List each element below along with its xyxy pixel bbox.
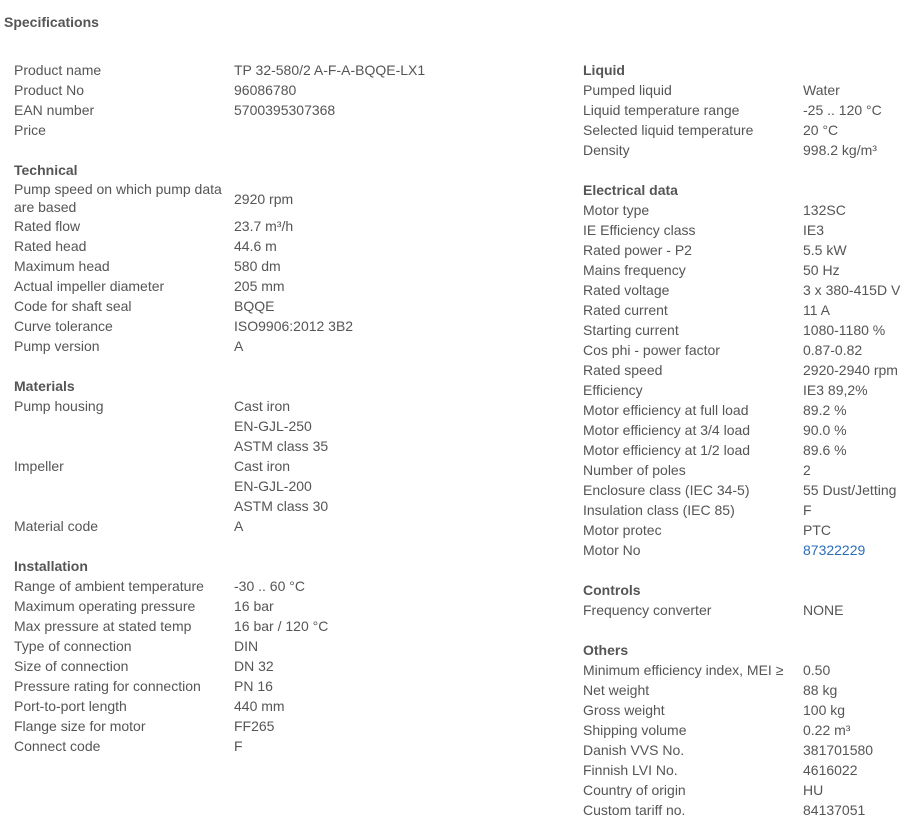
spec-row-liquid-temperature-range <box>583 100 908 120</box>
spec-label: Pump speed on which pump data are based <box>14 181 222 215</box>
spec-values <box>234 396 328 456</box>
spec-value: 23.7 m³/h <box>234 218 294 234</box>
spec-row-pumped-liquid <box>583 80 908 100</box>
spec-values <box>234 180 293 216</box>
spec-row-motor-efficiency-at-1-2-load <box>583 440 908 460</box>
spec-values <box>234 636 258 656</box>
spec-value: 1080-1180 % <box>803 322 886 338</box>
spec-row-connect-code <box>14 736 559 756</box>
spec-values <box>803 440 847 460</box>
spec-values <box>234 736 243 756</box>
spec-row-rated-speed <box>583 360 908 380</box>
spec-values <box>234 516 243 536</box>
section-others <box>583 640 908 820</box>
spec-row-motor-efficiency-at-3-4-load <box>583 420 908 440</box>
spec-value: -25 .. 120 °C <box>803 102 882 118</box>
page-title: Specifications <box>4 14 99 30</box>
spec-value: 50 Hz <box>803 262 840 278</box>
spec-values <box>234 256 281 276</box>
spec-values <box>803 240 847 260</box>
spec-values <box>803 80 840 100</box>
spec-label: IE Efficiency class <box>583 222 696 238</box>
spec-value: 2920 rpm <box>234 191 294 207</box>
spec-label: Impeller <box>14 458 64 474</box>
spec-row-country-of-origin <box>583 780 908 800</box>
spec-label: Number of poles <box>583 462 686 478</box>
spec-value: Cast iron <box>234 398 291 414</box>
spec-label: Rated voltage <box>583 282 670 298</box>
spec-label: Starting current <box>583 322 679 338</box>
spec-values <box>803 660 830 680</box>
spec-row-efficiency <box>583 380 908 400</box>
spec-label: Motor efficiency at full load <box>583 402 749 418</box>
spec-row-port-to-port-length <box>14 696 559 716</box>
spec-row-shipping-volume <box>583 720 908 740</box>
spec-row-minimum-efficiency-index-mei <box>583 660 908 680</box>
spec-values <box>803 300 830 320</box>
spec-row-mains-frequency <box>583 260 908 280</box>
spec-value: A <box>234 338 244 354</box>
spec-label: Minimum efficiency index, MEI ≥ <box>583 662 784 678</box>
spec-values <box>803 400 847 420</box>
spec-label: Range of ambient temperature <box>14 578 204 594</box>
spec-value: PTC <box>803 522 831 538</box>
spec-values <box>234 216 293 236</box>
spec-values <box>234 316 353 336</box>
spec-row-range-of-ambient-temperature <box>14 576 559 596</box>
spec-row-motor-efficiency-at-full-load <box>583 400 908 420</box>
spec-value: 89.6 % <box>803 442 847 458</box>
section-electrical-data <box>583 180 908 560</box>
spec-label: Flange size for motor <box>14 718 146 734</box>
spec-label: Pressure rating for connection <box>14 678 201 694</box>
spec-row-starting-current <box>583 320 908 340</box>
spec-label: Danish VVS No. <box>583 742 685 758</box>
spec-label: Shipping volume <box>583 722 687 738</box>
spec-values <box>803 360 898 380</box>
spec-value: F <box>803 502 812 518</box>
spec-label: Finnish LVI No. <box>583 762 678 778</box>
spec-row-ie-efficiency-class <box>583 220 908 240</box>
spec-value: 44.6 m <box>234 238 277 254</box>
spec-label: Rated current <box>583 302 668 318</box>
spec-value: DN 32 <box>234 658 274 674</box>
spec-value: Water <box>803 82 840 98</box>
spec-label: Maximum head <box>14 258 110 274</box>
spec-label: Density <box>583 142 630 158</box>
spec-label: Motor type <box>583 202 650 218</box>
spec-value: 0.50 <box>803 662 831 678</box>
spec-values <box>803 380 868 400</box>
spec-values <box>803 800 865 820</box>
section-controls <box>583 580 908 620</box>
spec-value: 5.5 kW <box>803 242 847 258</box>
spec-value: 0.22 m³ <box>803 722 851 738</box>
section-title: Others <box>583 642 629 658</box>
spec-label: Port-to-port length <box>14 698 127 714</box>
spec-row-rated-current <box>583 300 908 320</box>
spec-value: 2920-2940 rpm <box>803 362 898 378</box>
spec-row-finnish-lvi-no <box>583 760 908 780</box>
spec-row-pump-housing <box>14 396 559 456</box>
spec-row-insulation-class-iec-85 <box>583 500 908 520</box>
spec-label: Country of origin <box>583 782 686 798</box>
spec-row-pump-speed-on-which-pump-data-are-based <box>14 180 559 216</box>
spec-row-custom-tariff-no <box>583 800 908 820</box>
spec-row-motor-type <box>583 200 908 220</box>
spec-value: 440 mm <box>234 698 285 714</box>
spec-value: TP 32-580/2 A-F-A-BQQE-LX1 <box>234 62 426 78</box>
spec-row-code-for-shaft-seal <box>14 296 559 316</box>
section-title: Electrical data <box>583 182 678 198</box>
section-title: Technical <box>14 162 78 178</box>
spec-row-cos-phi-power-factor <box>583 340 908 360</box>
spec-label: Liquid temperature range <box>583 102 740 118</box>
spec-row-rated-power-p2 <box>583 240 908 260</box>
spec-values <box>803 280 900 300</box>
spec-row-ean-number <box>14 100 559 120</box>
spec-row-selected-liquid-temperature <box>583 120 908 140</box>
spec-label: Max pressure at stated temp <box>14 618 192 634</box>
spec-values <box>803 420 847 440</box>
spec-label: Pump housing <box>14 398 104 414</box>
spec-label: EAN number <box>14 102 95 118</box>
spec-values <box>234 60 425 80</box>
section-installation <box>14 556 559 756</box>
spec-value: 16 bar <box>234 598 274 614</box>
spec-row-rated-head <box>14 236 559 256</box>
spec-label: Motor efficiency at 1/2 load <box>583 442 751 458</box>
spec-values <box>234 296 274 316</box>
spec-row-net-weight <box>583 680 908 700</box>
spec-values <box>803 700 845 720</box>
spec-value: 3 x 380-415D V <box>803 282 901 298</box>
spec-row-type-of-connection <box>14 636 559 656</box>
spec-row-flange-size-for-motor <box>14 716 559 736</box>
spec-value: 4616022 <box>803 762 858 778</box>
spec-values <box>234 456 328 516</box>
spec-value: PN 16 <box>234 678 273 694</box>
spec-value: IE3 89,2% <box>803 382 868 398</box>
spec-values <box>234 596 274 616</box>
spec-row-enclosure-class-iec-34-5 <box>583 480 908 500</box>
section-title: Materials <box>14 378 75 394</box>
spec-value: 88 kg <box>803 682 838 698</box>
spec-values <box>803 480 896 500</box>
spec-value: 5700395307368 <box>234 102 336 118</box>
spec-label: Maximum operating pressure <box>14 598 196 614</box>
spec-row-actual-impeller-diameter <box>14 276 559 296</box>
spec-label: Size of connection <box>14 658 129 674</box>
spec-value: ISO9906:2012 3B2 <box>234 318 354 334</box>
spec-label: Frequency converter <box>583 602 712 618</box>
spec-label: Rated head <box>14 238 87 254</box>
spec-values <box>803 200 846 220</box>
spec-label: Code for shaft seal <box>14 298 132 314</box>
left-column <box>14 60 559 776</box>
spec-row-maximum-head <box>14 256 559 276</box>
spec-row-product-no <box>14 80 559 100</box>
spec-row-size-of-connection <box>14 656 559 676</box>
spec-value: 84137051 <box>803 802 866 818</box>
spec-row-pump-version <box>14 336 559 356</box>
spec-label: Pump version <box>14 338 100 354</box>
spec-values <box>803 740 873 760</box>
spec-value: 580 dm <box>234 258 281 274</box>
spec-value: BQQE <box>234 298 275 314</box>
spec-value: 55 Dust/Jetting <box>803 482 897 498</box>
spec-value: NONE <box>803 602 844 618</box>
spec-label: Rated power - P2 <box>583 242 692 258</box>
spec-label: Cos phi - power factor <box>583 342 720 358</box>
spec-label: Product No <box>14 82 85 98</box>
spec-label: Motor No <box>583 542 641 558</box>
spec-value: 132SC <box>803 202 846 218</box>
spec-value: FF265 <box>234 718 275 734</box>
spec-label: Net weight <box>583 682 650 698</box>
spec-label: Selected liquid temperature <box>583 122 754 138</box>
spec-values <box>234 676 273 696</box>
spec-label: Efficiency <box>583 382 643 398</box>
spec-label: Rated speed <box>583 362 663 378</box>
right-column <box>583 60 908 840</box>
spec-values <box>234 696 285 716</box>
spec-row-rated-flow <box>14 216 559 236</box>
section-general <box>14 60 559 140</box>
spec-values <box>234 80 296 100</box>
spec-value: 2 <box>803 462 811 478</box>
spec-row-max-pressure-at-stated-temp <box>14 616 559 636</box>
spec-value: Cast iron <box>234 458 291 474</box>
section-liquid <box>583 60 908 160</box>
spec-values <box>234 276 285 296</box>
section-title: Controls <box>583 582 641 598</box>
spec-value: 381701580 <box>803 742 874 758</box>
spec-values <box>803 320 885 340</box>
spec-label: Gross weight <box>583 702 665 718</box>
spec-row-frequency-converter <box>583 600 908 620</box>
spec-row-motor-protec <box>583 520 908 540</box>
spec-values <box>803 220 824 240</box>
spec-label: Type of connection <box>14 638 132 654</box>
spec-row-danish-vvs-no <box>583 740 908 760</box>
spec-value: 205 mm <box>234 278 285 294</box>
spec-values <box>803 520 831 540</box>
spec-value: A <box>234 518 244 534</box>
spec-values <box>803 340 862 360</box>
spec-value: 100 kg <box>803 702 846 718</box>
spec-row-rated-voltage <box>583 280 908 300</box>
spec-label: Curve tolerance <box>14 318 113 334</box>
spec-values <box>803 260 840 280</box>
spec-value: F <box>234 738 243 754</box>
spec-label: Custom tariff no. <box>583 802 686 818</box>
spec-values <box>803 100 882 120</box>
spec-value: EN-GJL-200 <box>234 478 312 494</box>
spec-values <box>803 680 837 700</box>
spec-label: Mains frequency <box>583 262 686 278</box>
spec-value: HU <box>803 782 824 798</box>
spec-label: Connect code <box>14 738 101 754</box>
spec-row-motor-no <box>583 540 908 560</box>
spec-row-product-name <box>14 60 559 80</box>
spec-values <box>234 336 243 356</box>
spec-row-curve-tolerance <box>14 316 559 336</box>
spec-row-material-code <box>14 516 559 536</box>
spec-row-maximum-operating-pressure <box>14 596 559 616</box>
spec-values <box>803 500 812 520</box>
section-title: Installation <box>14 558 88 574</box>
spec-values <box>234 236 277 256</box>
spec-row-pressure-rating-for-connection <box>14 676 559 696</box>
spec-values <box>803 120 838 140</box>
spec-value: ASTM class 35 <box>234 438 329 454</box>
spec-values <box>234 100 335 120</box>
spec-label: Actual impeller diameter <box>14 278 165 294</box>
spec-row-number-of-poles <box>583 460 908 480</box>
spec-value: 90.0 % <box>803 422 847 438</box>
spec-values <box>803 600 843 620</box>
spec-label: Enclosure class (IEC 34-5) <box>583 482 750 498</box>
spec-value: 89.2 % <box>803 402 847 418</box>
spec-value: 0.87-0.82 <box>803 342 863 358</box>
spec-value: IE3 <box>803 222 825 238</box>
spec-value: 20 °C <box>803 122 839 138</box>
spec-label: Rated flow <box>14 218 81 234</box>
motor-no-link[interactable]: 87322229 <box>803 542 866 558</box>
spec-label: Product name <box>14 62 102 78</box>
spec-values <box>803 760 858 780</box>
spec-label: Price <box>14 122 46 138</box>
spec-value: -30 .. 60 °C <box>234 578 305 594</box>
spec-row-density <box>583 140 908 160</box>
spec-values <box>234 576 305 596</box>
spec-values <box>803 540 865 560</box>
spec-values <box>803 460 811 480</box>
spec-values <box>234 716 274 736</box>
section-materials <box>14 376 559 536</box>
spec-value: 16 bar / 120 °C <box>234 618 329 634</box>
spec-label: Material code <box>14 518 99 534</box>
spec-values <box>234 656 274 676</box>
spec-values <box>234 616 328 636</box>
section-title: Liquid <box>583 62 625 78</box>
spec-values <box>803 720 850 740</box>
spec-label: Motor efficiency at 3/4 load <box>583 422 751 438</box>
spec-row-impeller <box>14 456 559 516</box>
spec-values <box>803 140 877 160</box>
spec-value: 998.2 kg/m³ <box>803 142 877 158</box>
spec-label: Insulation class (IEC 85) <box>583 502 735 518</box>
spec-value: EN-GJL-250 <box>234 418 312 434</box>
spec-values <box>803 780 823 800</box>
section-technical <box>14 160 559 356</box>
spec-value: 96086780 <box>234 82 297 98</box>
spec-row-gross-weight <box>583 700 908 720</box>
spec-value: 11 A <box>803 302 830 318</box>
spec-label: Pumped liquid <box>583 82 672 98</box>
spec-row-price <box>14 120 559 140</box>
spec-value: ASTM class 30 <box>234 498 329 514</box>
spec-label: Motor protec <box>583 522 662 538</box>
spec-value: DIN <box>234 638 259 654</box>
